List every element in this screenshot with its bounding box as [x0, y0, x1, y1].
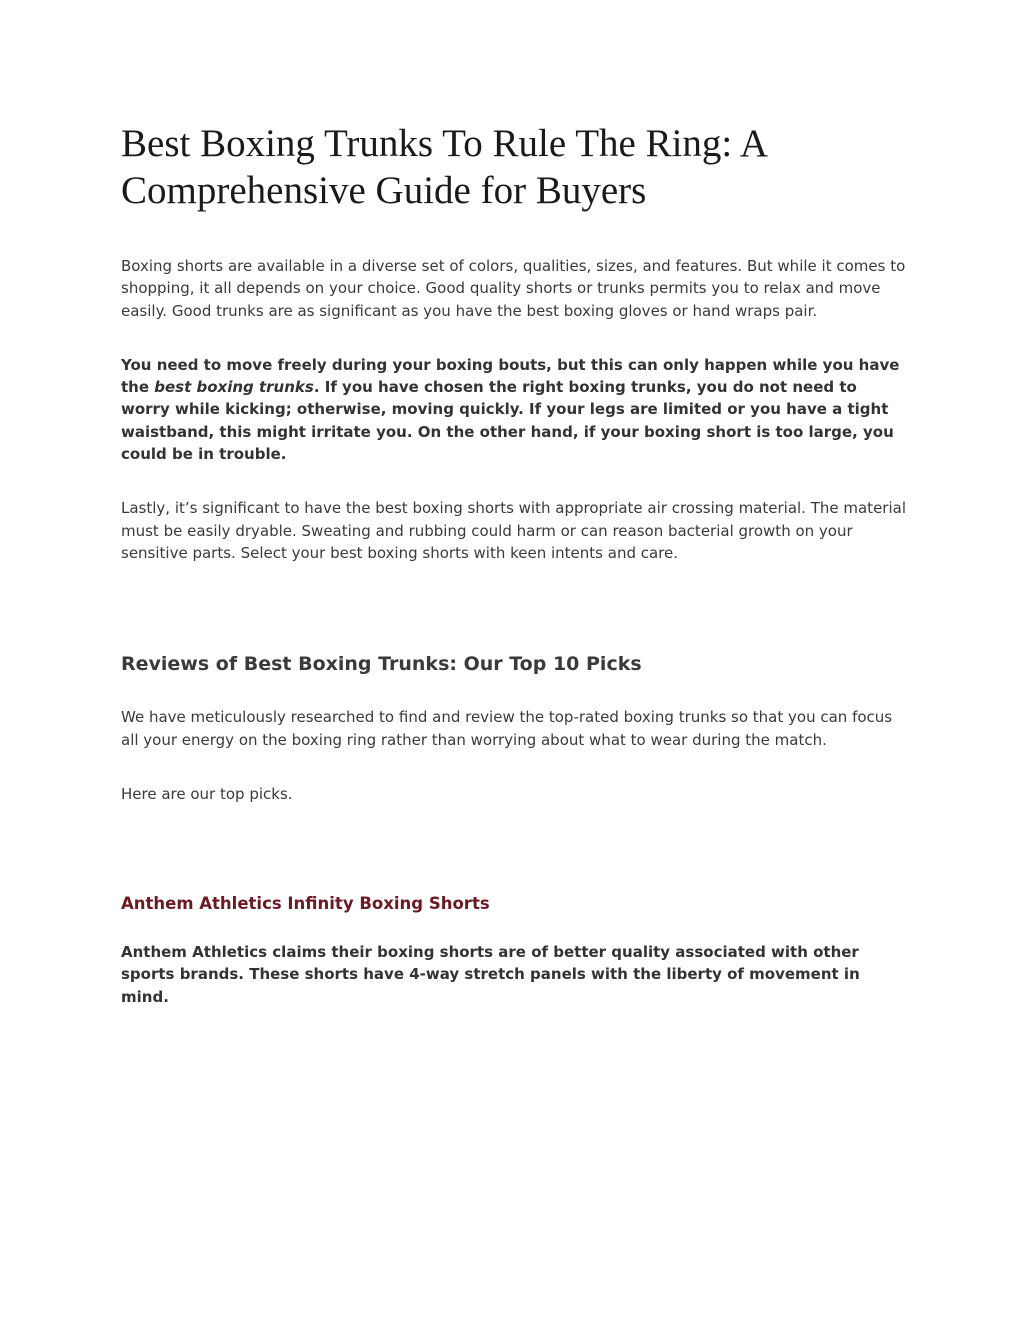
bold-paragraph-start: You need to move freely during your boxing bouts, but this can only happen while you have the — [121, 355, 900, 397]
intro-paragraph: Boxing shorts are available in a diverse set of colors, qualities, sizes, and features. But while it comes to shopping, it all depends on your choice. Good quality shorts or trunks permits you to relax and move easily. Good trunks are as significant as you have the best boxing gloves or hand wraps pair. — [121, 257, 906, 320]
product-heading: Anthem Athletics Infinity Boxing Shorts — [121, 894, 490, 914]
document-page — [121, 120, 906, 1008]
product-paragraph: Anthem Athletics claims their boxing shorts are of better quality associated with other sports brands. These shorts have 4-way stretch panels with the liberty of movement in mind. — [121, 943, 860, 1006]
reviews-paragraph: We have meticulously researched to find and review the top-rated boxing trunks so that you can focus all your energy on the boxing ring rather than worrying about what to wear during the match. — [121, 708, 893, 749]
top-picks-text: Here are our top picks. — [121, 784, 293, 803]
page-title: Best Boxing Trunks To Rule The Ring: A Comprehensive Guide for Buyers — [121, 122, 766, 212]
bold-paragraph — [121, 354, 906, 465]
bold-paragraph-end: . If you have chosen the right boxing trunks, you do not need to worry while kicking; otherwise, moving quickly. If your legs are limited or you have a tight waistband, this might irritate you. On the other hand, if your boxing short is too large, you could be in trouble. — [121, 378, 894, 464]
best-boxing-trunks-link[interactable]: best boxing trunks — [154, 378, 314, 397]
lastly-paragraph: Lastly, it’s significant to have the best boxing shorts with appropriate air crossing material. The material must be easily dryable. Sweating and rubbing could harm or can reason bacterial growth on your sensitive parts. Select your best boxing shorts with keen intents and care. — [121, 499, 906, 562]
reviews-heading: Reviews of Best Boxing Trunks: Our Top 10 Picks — [121, 653, 642, 676]
